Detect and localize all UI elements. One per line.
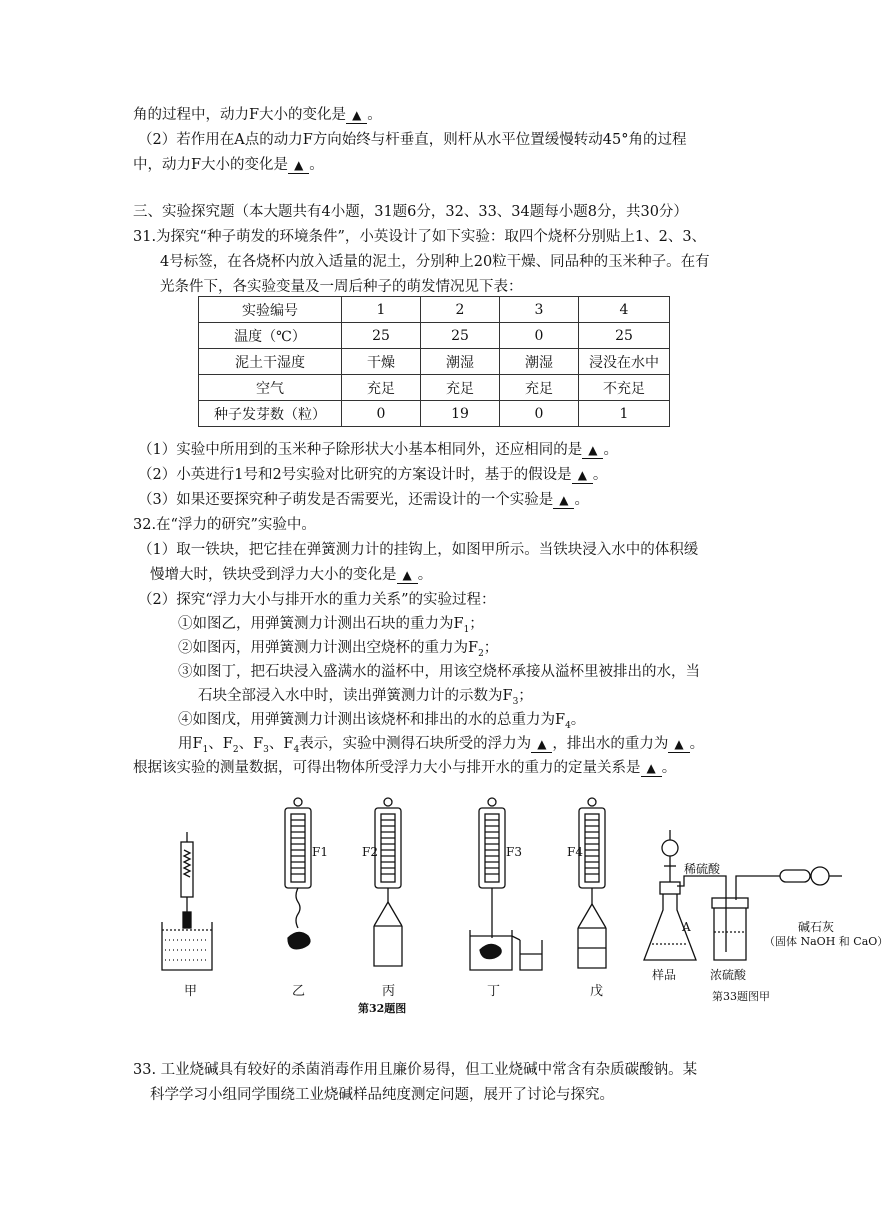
table-row bbox=[199, 297, 670, 323]
table-cell: 充足 bbox=[342, 375, 421, 401]
table-cell: 1 bbox=[579, 401, 670, 427]
text-line: 光条件下，各实验变量及一周后种子的萌发情况见下表： bbox=[160, 279, 523, 295]
table-row bbox=[199, 323, 670, 349]
table-row bbox=[199, 375, 670, 401]
question-32: 32.在“浮力的研究”实验中。 bbox=[133, 517, 316, 533]
table-cell: 25 bbox=[342, 323, 421, 349]
text-line: 慢增大时，铁块受到浮力大小的变化是 ▲ 。 bbox=[150, 567, 433, 583]
scale-bing bbox=[374, 798, 402, 966]
table-cell: 潮湿 bbox=[500, 349, 579, 375]
step-line: ②如图丙，用弹簧测力计测出空烧杯的重力为$F_2$； bbox=[178, 640, 499, 659]
figure-label-yi: 乙 bbox=[292, 984, 306, 999]
label-conc-sulfuric-acid: 浓硫酸 bbox=[710, 968, 747, 982]
text-line: 4号标签，在各烧杯内放入适量的泥土，分别种上20粒干燥、同品种的玉米种子。在有 bbox=[160, 254, 710, 270]
table-cell: 0 bbox=[500, 401, 579, 427]
answer-blank: ▲ bbox=[288, 157, 309, 174]
force-label-f2: F2 bbox=[362, 845, 378, 859]
table-cell: 25 bbox=[421, 323, 500, 349]
answer-blank: ▲ bbox=[582, 442, 603, 459]
table-cell: 泥土干湿度 bbox=[199, 349, 342, 375]
table-row bbox=[199, 401, 670, 427]
question-33: 33. 工业烧碱具有较好的杀菌消毒作用且廉价易得，但工业烧碱中常含有杂质碳酸钠。某 bbox=[133, 1062, 698, 1078]
answer-blank: ▲ bbox=[641, 760, 662, 777]
answer-blank: ▲ bbox=[531, 736, 552, 753]
scale-jia bbox=[162, 832, 212, 970]
text-line: （2）若作用在A点的动力F方向始终与杆垂直，则杆从水平位置缓慢转动45°角的过程 bbox=[138, 132, 687, 148]
table-cell: 空气 bbox=[199, 375, 342, 401]
text-line: 根据该实验的测量数据，可得出物体所受浮力大小与排开水的重力的定量关系是 ▲ 。 bbox=[133, 760, 677, 776]
text-line: （1）取一铁块，把它挂在弹簧测力计的挂钩上，如图甲所示。当铁块浸入水中的体积缓 bbox=[138, 542, 699, 558]
answer-blank: ▲ bbox=[572, 467, 593, 484]
table-cell: 2 bbox=[421, 297, 500, 323]
table-cell: 0 bbox=[342, 401, 421, 427]
sub-question: （1）实验中所用到的玉米种子除形状大小基本相同外，还应相同的是 ▲ 。 bbox=[138, 442, 618, 458]
table-cell: 3 bbox=[500, 297, 579, 323]
table-row bbox=[199, 349, 670, 375]
text-line: 中，动力F大小的变化是 ▲ 。 bbox=[133, 157, 324, 173]
scale-yi bbox=[285, 798, 311, 949]
figure-label-jia: 甲 bbox=[184, 984, 198, 999]
step-line: ①如图乙，用弹簧测力计测出石块的重力为$F_1$； bbox=[178, 616, 484, 635]
table-cell: 19 bbox=[421, 401, 500, 427]
table-cell: 25 bbox=[579, 323, 670, 349]
text-line: （2）探究“浮力大小与排开水的重力关系”的实验过程： bbox=[138, 592, 496, 608]
figure-32-caption: 第32题图 bbox=[358, 1002, 407, 1015]
figure-label-ding: 丁 bbox=[487, 984, 501, 999]
force-label-f1: F1 bbox=[312, 845, 328, 859]
scale-ding bbox=[470, 798, 542, 970]
table-cell: 充足 bbox=[500, 375, 579, 401]
sub-question: （3）如果还要探究种子萌发是否需要光，还需设计的一个实验是 ▲ 。 bbox=[138, 492, 589, 508]
figure-33-apparatus bbox=[630, 820, 865, 980]
step-line: ④如图戊，用弹簧测力计测出该烧杯和排出的水的总重力为$F_4$。 bbox=[178, 712, 586, 731]
table-cell: 0 bbox=[500, 323, 579, 349]
table-cell: 充足 bbox=[421, 375, 500, 401]
step-line: 石块全部浸入水中时，读出弹簧测力计的示数为$F_3$； bbox=[198, 688, 533, 707]
scale-wu bbox=[578, 798, 606, 968]
text-line: 科学学习小组同学围绕工业烧碱样品纯度测定问题，展开了讨论与探究。 bbox=[150, 1087, 614, 1103]
answer-blank: ▲ bbox=[668, 736, 689, 753]
force-label-f4: F4 bbox=[567, 845, 583, 859]
answer-blank: ▲ bbox=[346, 107, 367, 124]
table-cell: 干燥 bbox=[342, 349, 421, 375]
force-label-f3: F3 bbox=[506, 845, 522, 859]
figure-label-wu: 戊 bbox=[590, 984, 604, 999]
label-dilute-sulfuric-acid: 稀硫酸 bbox=[684, 862, 721, 876]
table-cell: 不充足 bbox=[579, 375, 670, 401]
section-heading: 三、实验探究题（本大题共有4小题，31题6分，32、33、34题每小题8分，共30分） bbox=[133, 204, 688, 220]
table-cell: 种子发芽数（粒） bbox=[199, 401, 342, 427]
answer-blank: ▲ bbox=[553, 492, 574, 509]
text-line: 用$F_1$、$F_2$、$F_3$、$F_4$表示，实验中测得石块所受的浮力为 ▲ ，排出水的重力为 ▲ 。 bbox=[178, 736, 705, 755]
figure-label-bing: 丙 bbox=[382, 984, 396, 999]
label-soda-lime-note: （固体 NaOH 和 CaO） bbox=[764, 935, 888, 948]
label-soda-lime: 碱石灰 bbox=[798, 920, 835, 934]
question-31: 31.为探究“种子萌发的环境条件”，小英设计了如下实验：取四个烧杯分别贴上1、2、3、 bbox=[133, 229, 707, 245]
table-cell: 实验编号 bbox=[199, 297, 342, 323]
label-sample: 样品 bbox=[652, 968, 677, 982]
table-cell: 潮湿 bbox=[421, 349, 500, 375]
label-flask-a: A bbox=[682, 920, 691, 934]
table-cell: 温度（℃） bbox=[199, 323, 342, 349]
step-line: ③如图丁，把石块浸入盛满水的溢杯中，用该空烧杯承接从溢杯里被排出的水，当 bbox=[178, 664, 700, 680]
table-cell: 浸没在水中 bbox=[579, 349, 670, 375]
experiment-table bbox=[198, 296, 670, 427]
table-cell: 1 bbox=[342, 297, 421, 323]
sub-question: （2）小英进行1号和2号实验对比研究的方案设计时，基于的假设是 ▲ 。 bbox=[138, 467, 608, 483]
text-line: 角的过程中，动力F大小的变化是 ▲ 。 bbox=[133, 107, 382, 123]
figure-33-caption: 第33题图甲 bbox=[712, 990, 770, 1003]
answer-blank: ▲ bbox=[397, 567, 418, 584]
table-cell: 4 bbox=[579, 297, 670, 323]
